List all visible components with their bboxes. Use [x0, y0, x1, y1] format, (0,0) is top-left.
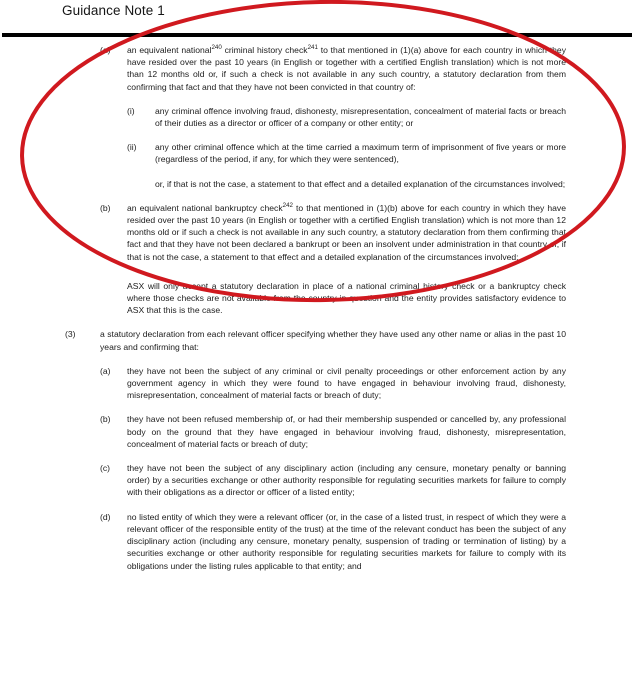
item-a-tail-paragraph: or, if that is not the case, a statement to that effect and a detailed explanation of the circumstances involved; [155, 178, 566, 189]
list-marker: (a) [100, 365, 111, 376]
list-item-3-d [0, 511, 634, 572]
list-marker: (ii) [127, 142, 137, 153]
spacer [0, 272, 634, 280]
item-b-text-part1: an equivalent national bankruptcy check [127, 202, 283, 213]
list-item-3-a [0, 365, 634, 402]
item-a-text-part1: an equivalent national [127, 45, 212, 55]
list-marker: (i) [127, 105, 135, 116]
list-item-3-b [0, 413, 634, 450]
item-a-text-part3: to that mentioned in (1)(a) above for each country in which they have resided over the past 10 years (in English or together with a certified English translation) which is not more than 12 months old or, if such a check is not available in any such country, a statutory declaration from them confirming that fact and that they have not been convicted in that country of: [127, 45, 566, 92]
list-item-a-ii [0, 141, 634, 165]
list-marker: (b) [100, 414, 111, 425]
list-marker: (a) [100, 45, 111, 55]
list-marker: (b) [100, 202, 111, 213]
asx-note-paragraph: ASX will only accept a statutory declaration in place of a national criminal history check or a bankruptcy check where those checks are not available from the country in question and the entity provides satisfactory evidence to ASX that this is the case. [127, 280, 566, 316]
item-b-text-part2: to that mentioned in (1)(b) above for each country in which they have resided over the past 10 years (in English or together with a certified English translation) which is not more than 12 months old or if such a check is not available in any such country, a statutory declaration from them confirming that fact and that they have not been declared a bankrupt or been an insolvent under administration in that country or, if that is not the case, a statement to that effect and a detailed explanation of the circumstances involved; [127, 202, 566, 262]
list-marker: (d) [100, 511, 111, 522]
list-item-text: any other criminal offence which at the time carried a maximum term of imprisonment of five years or more (regardless of the period, if any, for which they were sentenced), [155, 142, 566, 165]
document-body [0, 44, 634, 581]
list-item-text: they have not been refused membership of, or had their membership suspended or cancelled by, any professional body on the ground that they have engaged in behaviour involving fraud, dishonesty, misrepresentation, concealment of material facts or breach of duty; [127, 414, 566, 449]
list-item-text: they have not been the subject of any disciplinary action (including any censure, monetary penalty or banning order) by a securities exchange or other authority responsible for regulating securities markets for failure to comply with their obligations as a director or officer of a listed entity; [127, 463, 566, 498]
list-item-a [0, 44, 634, 93]
footnote-ref-241[interactable]: 241 [307, 44, 318, 52]
header-divider-rule [2, 33, 632, 37]
list-item-a-i [0, 105, 634, 129]
list-marker: (c) [100, 463, 111, 474]
list-item-text [127, 202, 566, 263]
list-item-3-c [0, 462, 634, 499]
item-a-text-part2: criminal history check [221, 45, 308, 55]
list-item-text [127, 44, 566, 93]
list-marker: (3) [65, 329, 76, 340]
list-item-text: no listed entity of which they were a relevant officer (or, in the case of a listed trust, in respect of which they were a relevant officer of the responsible entity of the trust) at the time of the relevant conduct has been the subject of any disciplinary action (including any censure, monetary penalty, suspension of trading or termination of listing) by a securities exchange or other authority responsible for regulating securities markets for failure to comply with its obligations under the listing rules applicable to that entity; and [127, 511, 566, 571]
list-item-3 [0, 328, 634, 352]
footnote-ref-242[interactable]: 242 [282, 201, 293, 209]
list-item-b [0, 202, 634, 263]
list-item-text: a statutory declaration from each relevant officer specifying whether they have used any other name or alias in the past 10 years and confirming that: [100, 329, 566, 352]
list-item-text: they have not been the subject of any criminal or civil penalty proceedings or other enforcement action by any government agency in which they were found to have engaged in behaviour involving fraud, dishonesty, misrepresentation, concealment of material facts or breach of duty; [127, 365, 566, 401]
list-item-text: any criminal offence involving fraud, dishonesty, misrepresentation, concealment of material facts or breach of their duties as a director or officer of a company or other entity; or [155, 105, 566, 129]
page-header [0, 0, 634, 33]
footnote-ref-240[interactable]: 240 [211, 44, 222, 52]
page-header-title: Guidance Note 1 [62, 3, 165, 18]
